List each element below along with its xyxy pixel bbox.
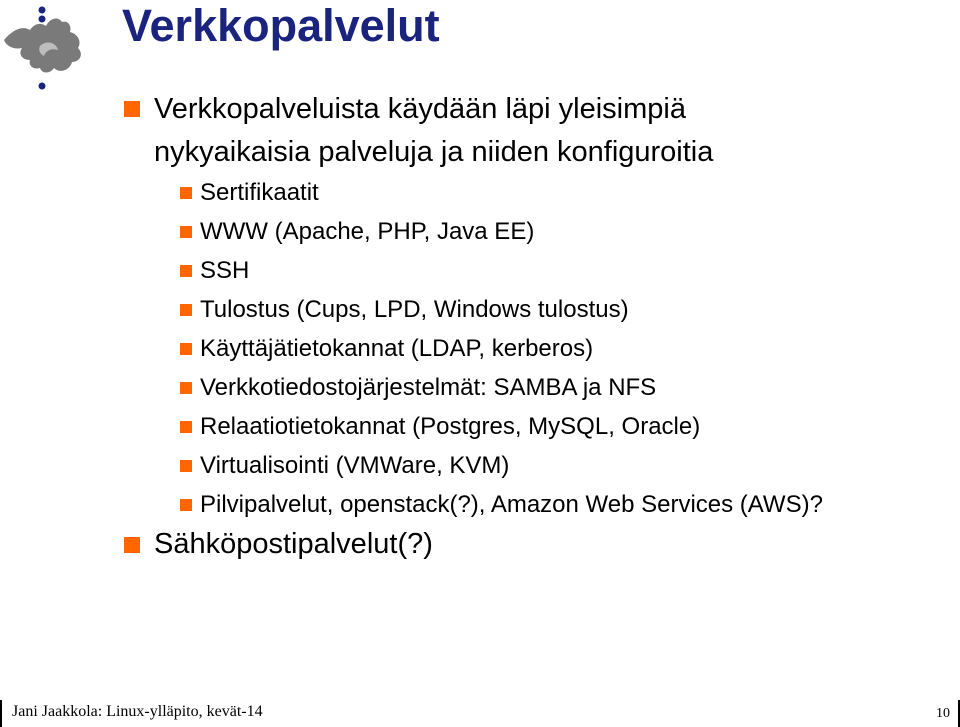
sub-bullet-text: Verkkotiedostojärjestelmät: SAMBA ja NFS	[200, 374, 657, 401]
bullet-square-icon	[180, 304, 192, 316]
sub-bullet-text: Relaatiotietokannat (Postgres, MySQL, Oracle)	[200, 413, 701, 440]
sub-bullet-text: Tulostus (Cups, LPD, Windows tulostus)	[200, 296, 629, 323]
footer-frame-left	[0, 700, 2, 727]
sub-bullet-text: Käyttäjätietokannat (LDAP, kerberos)	[200, 335, 594, 362]
bullet-square-icon	[180, 421, 192, 433]
sub-bullet-text: WWW (Apache, PHP, Java EE)	[200, 218, 535, 245]
footer-author: Jani Jaakkola: Linux-ylläpito, kevät-14	[12, 703, 263, 720]
bullet-square-icon	[180, 265, 192, 277]
bullet-text: Verkkopalveluista käydään läpi yleisimpiä	[154, 93, 686, 125]
sub-bullet-text: Virtualisointi (VMWare, KVM)	[200, 452, 510, 479]
sub-bullet-text: Pilvipalvelut, openstack(?), Amazon Web Services (AWS)?	[200, 491, 823, 518]
university-flame-logo-icon	[0, 0, 100, 100]
sub-bullet-text: SSH	[200, 257, 250, 284]
bullet-square-icon	[180, 343, 192, 355]
bullet-square-icon	[124, 101, 140, 117]
bullet-square-icon	[180, 187, 192, 199]
bullet-square-icon	[180, 226, 192, 238]
bullet-text-continued: nykyaikaisia palveluja ja niiden konfiguroitia	[154, 136, 714, 168]
sub-bullet-text: Sertifikaatit	[200, 179, 319, 206]
page-number: 10	[936, 706, 950, 721]
bullet-square-icon	[124, 537, 140, 553]
bullet-text: Sähköpostipalvelut(?)	[154, 528, 433, 560]
bullet-square-icon	[180, 382, 192, 394]
bullet-square-icon	[180, 460, 192, 472]
bullet-square-icon	[180, 499, 192, 511]
slide-title: Verkkopalvelut	[122, 0, 440, 51]
